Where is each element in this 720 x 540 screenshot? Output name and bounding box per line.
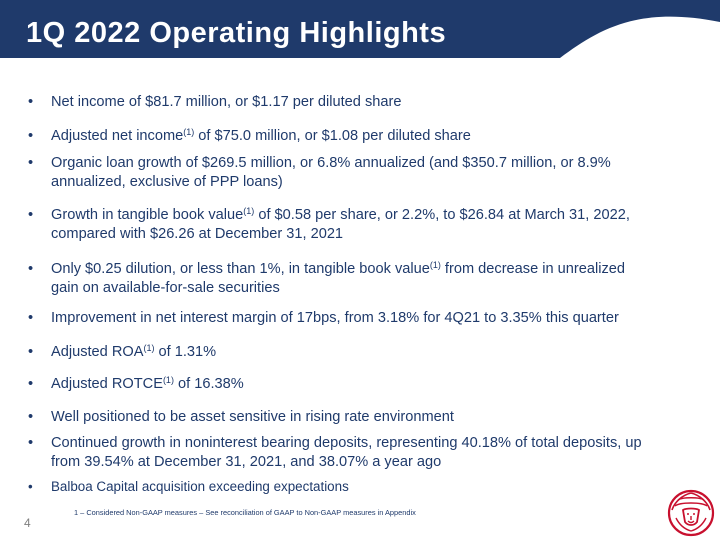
bullet-marker: • — [28, 409, 34, 425]
bullet-text: Only $0.25 dilution, or less than 1%, in tangible book value — [51, 261, 430, 277]
bullet-marker: • — [28, 435, 34, 451]
bullet-text: Growth in tangible book value — [51, 207, 244, 223]
bullet-marker: • — [28, 376, 34, 392]
bullet-text: Improvement in net interest margin of 17bps, from 3.18% for 4Q21 to 3.35% this quarter — [51, 310, 619, 326]
bullet-text: Adjusted ROTCE — [51, 376, 163, 392]
bullet-marker: • — [28, 479, 33, 494]
bullet-text: of $75.0 million, or $1.08 per diluted share — [194, 128, 471, 144]
bullet-text: from decrease in unrealized — [440, 261, 626, 277]
bullet-text: of 1.31% — [154, 344, 217, 360]
lion-head-logo-icon — [666, 488, 716, 538]
list-item — [26, 206, 711, 244]
bullet-text: Balboa Capital acquisition exceeding expectations — [51, 479, 349, 494]
footnote-ref: (1) — [183, 127, 195, 137]
footnote-ref: (1) — [429, 260, 441, 270]
page-number: 4 — [24, 516, 31, 530]
bullet-text: of $0.58 per share, or 2.2%, to $26.84 at March 31, 2022, — [254, 207, 630, 223]
list-item — [26, 375, 711, 394]
bullet-marker: • — [28, 128, 34, 144]
list-item — [26, 408, 711, 427]
list-item — [26, 154, 711, 192]
footnote: 1 – Considered Non-GAAP measures – See reconciliation of GAAP to Non-GAAP measures in Appendix — [74, 508, 416, 517]
bullet-marker: • — [28, 310, 34, 326]
bullet-text-line: gain on available-for-sale securities — [51, 280, 280, 296]
header-banner — [0, 0, 720, 68]
bullet-text: Adjusted ROA — [51, 344, 144, 360]
bullet-text: Well positioned to be asset sensitive in rising rate environment — [51, 409, 454, 425]
bullet-text-line: from 39.54% at December 31, 2021, and 38.07% a year ago — [51, 454, 442, 470]
list-item — [26, 434, 711, 472]
footnote-ref: (1) — [143, 343, 155, 353]
bullet-marker: • — [28, 261, 34, 277]
bullet-marker: • — [28, 207, 34, 223]
bullet-text-line: compared with $26.26 at December 31, 2021 — [51, 226, 344, 242]
bullet-text: Adjusted net income — [51, 128, 184, 144]
bullet-text: of 16.38% — [173, 376, 244, 392]
bullet-marker: • — [28, 94, 34, 110]
bullet-text-line: annualized, exclusive of PPP loans) — [51, 174, 283, 190]
list-item — [26, 260, 711, 298]
list-item — [26, 127, 711, 146]
list-item — [26, 309, 711, 328]
bullet-marker: • — [28, 155, 34, 171]
bullet-text: Net income of $81.7 million, or $1.17 per diluted share — [51, 94, 402, 110]
list-item — [26, 477, 711, 496]
footnote-ref: (1) — [162, 375, 174, 385]
list-item — [26, 343, 711, 362]
list-item — [26, 93, 711, 112]
footnote-ref: (1) — [243, 206, 255, 216]
slide-title: 1Q 2022 Operating Highlights — [26, 17, 447, 49]
bullet-text-line: Continued growth in noninterest bearing deposits, representing 40.18% of total deposits, up — [51, 435, 642, 451]
bullet-text-line: Organic loan growth of $269.5 million, or 6.8% annualized (and $350.7 million, or 8.9% — [51, 155, 611, 171]
bullet-marker: • — [28, 344, 34, 360]
